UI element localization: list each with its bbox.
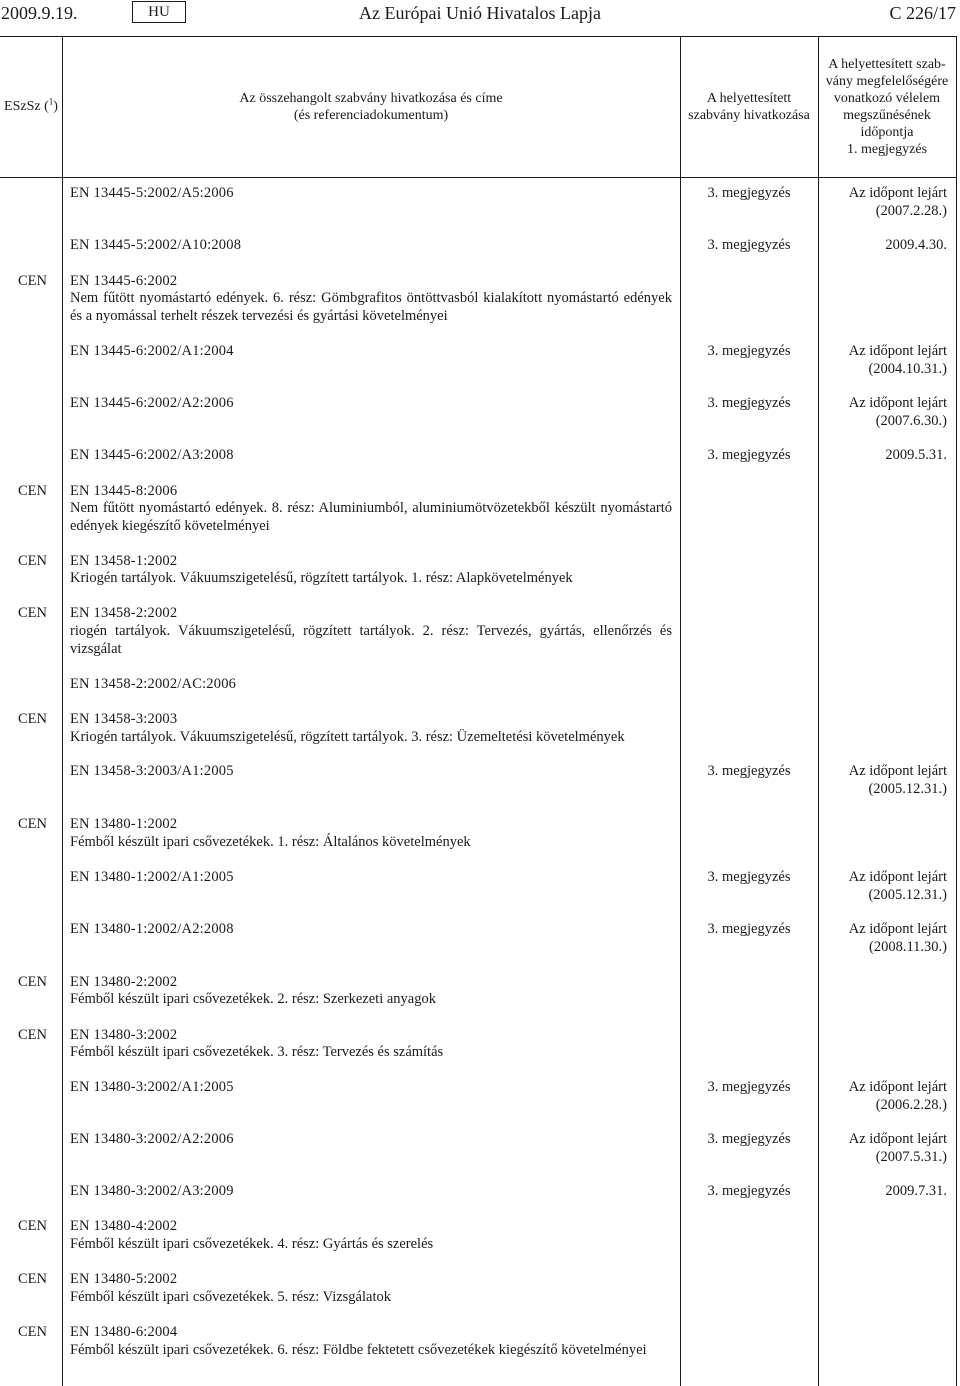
standard-title: Fémből készült ipari csővezetékek. 3. rész: Tervezés és számítás: [70, 1044, 444, 1060]
replaced-ref: 3. megjegyzés: [707, 763, 791, 779]
cessation-date: Az időpont lejárt (2005.12.31.): [848, 763, 947, 797]
replaced-ref: 3. megjegyzés: [707, 1183, 791, 1199]
standard-ref: EN 13480-3:2002: [70, 1027, 178, 1043]
cessation-date: 2009.4.30.: [885, 237, 947, 253]
org-code: CEN: [18, 273, 47, 289]
cessation-date: Az időpont lejárt (2006.2.28.): [848, 1079, 947, 1113]
replaced-ref: 3. megjegyzés: [707, 869, 791, 885]
org-code: CEN: [18, 1027, 47, 1043]
language-badge: HU: [132, 1, 186, 23]
org-code: CEN: [18, 974, 47, 990]
cessation-date: Az időpont lejárt (2004.10.31.): [848, 343, 947, 377]
column-divider: [680, 36, 681, 1386]
replaced-ref: 3. megjegyzés: [707, 185, 791, 201]
standard-ref: EN 13445-6:2002/A1:2004: [70, 343, 234, 359]
cessation-date: Az időpont lejárt (2007.6.30.): [848, 395, 947, 429]
replaced-ref: 3. megjegyzés: [707, 395, 791, 411]
column-header-cessation-date: A helyettesített szab- vány megfelelőségére vonatkozó vélelem megszűnésének időpontja 1. megjegyzés: [825, 56, 949, 157]
standard-title: Fémből készült ipari csővezetékek. 5. rész: Vizsgálatok: [70, 1289, 391, 1305]
standard-ref: EN 13458-3:2003: [70, 711, 178, 727]
org-code: CEN: [18, 1218, 47, 1234]
column-divider: [818, 36, 819, 1386]
standard-ref: EN 13458-1:2002: [70, 553, 178, 569]
replaced-ref: 3. megjegyzés: [707, 1079, 791, 1095]
standard-title: Fémből készült ipari csővezetékek. 4. rész: Gyártás és szerelés: [70, 1236, 434, 1252]
replaced-ref: 3. megjegyzés: [707, 343, 791, 359]
standard-ref: EN 13480-1:2002/A1:2005: [70, 869, 234, 885]
standard-title: Kriogén tartályok. Vákuumszigetelésű, rögzített tartályok. 3. rész: Üzemeltetési követelmények: [70, 729, 625, 745]
standard-ref: EN 13458-2:2002/AC:2006: [70, 676, 237, 692]
cessation-date: Az időpont lejárt (2007.5.31.): [848, 1131, 947, 1165]
journal-title: Az Európai Unió Hivatalos Lapja: [359, 3, 601, 23]
standard-ref: EN 13480-1:2002/A2:2008: [70, 921, 234, 937]
standard-ref: EN 13480-3:2002/A3:2009: [70, 1183, 234, 1199]
standard-ref: EN 13445-5:2002/A5:2006: [70, 185, 234, 201]
cessation-date: Az időpont lejárt (2005.12.31.): [848, 869, 947, 903]
standard-ref: EN 13480-4:2002: [70, 1218, 178, 1234]
standard-title: Kriogén tartályok. Vákuumszigetelésű, rögzített tartályok. 1. rész: Alapkövetelmények: [70, 570, 573, 586]
cessation-date: 2009.5.31.: [885, 447, 947, 463]
org-code: CEN: [18, 483, 47, 499]
standard-ref: EN 13480-5:2002: [70, 1271, 178, 1287]
publication-date: 2009.9.19.: [1, 3, 78, 23]
page-number: C 226/17: [889, 3, 956, 23]
standard-ref: EN 13445-6:2002: [70, 273, 178, 289]
standard-ref: EN 13480-6:2004: [70, 1324, 178, 1340]
standard-ref: EN 13458-2:2002: [70, 605, 178, 621]
header-bottom-rule: [0, 177, 957, 178]
replaced-ref: 3. megjegyzés: [707, 1131, 791, 1147]
standard-ref: EN 13445-6:2002/A3:2008: [70, 447, 234, 463]
column-header-replaced-ref: A helyettesített szabvány hivatkozása: [688, 90, 810, 123]
standard-ref: EN 13445-6:2002/A2:2006: [70, 395, 234, 411]
replaced-ref: 3. megjegyzés: [707, 237, 791, 253]
standard-title: Fémből készült ipari csővezetékek. 6. rész: Földbe fektetett csővezetékek kiegészítő követelményei: [70, 1342, 647, 1358]
standard-ref: EN 13445-8:2006: [70, 483, 178, 499]
standard-ref: EN 13480-1:2002: [70, 816, 178, 832]
standard-ref: EN 13445-5:2002/A10:2008: [70, 237, 242, 253]
org-code: CEN: [18, 711, 47, 727]
replaced-ref: 3. megjegyzés: [707, 921, 791, 937]
org-code: CEN: [18, 553, 47, 569]
standard-ref: EN 13458-3:2003/A1:2005: [70, 763, 234, 779]
cessation-date: Az időpont lejárt (2008.11.30.): [848, 921, 947, 955]
standard-ref: EN 13480-2:2002: [70, 974, 178, 990]
standard-title: Fémből készült ipari csővezetékek. 2. rész: Szerkezeti anyagok: [70, 991, 436, 1007]
column-header-standard: Az összehangolt szabvány hivatkozása és címe (és referenciadokumentum): [239, 90, 503, 123]
column-divider: [956, 36, 957, 1386]
standard-title: Nem fűtött nyomástartó edények. 6. rész: Gömbgrafitos öntöttvasból kialakított nyomástartó edények és a nyomással terhelt részek tervezési és gyártási követelményei: [70, 290, 672, 324]
org-code: CEN: [18, 1324, 47, 1340]
cessation-date: 2009.7.31.: [885, 1183, 947, 1199]
column-divider: [62, 36, 63, 1386]
cessation-date: Az időpont lejárt (2007.2.28.): [848, 185, 947, 219]
standard-ref: EN 13480-3:2002/A1:2005: [70, 1079, 234, 1095]
replaced-ref: 3. megjegyzés: [707, 447, 791, 463]
standard-title: riogén tartályok. Vákuumszigetelésű, rögzített tartályok. 2. rész: Tervezés, gyártás, ellenőrzés és vizsgálat: [70, 623, 672, 657]
standard-title: Fémből készült ipari csővezetékek. 1. rész: Általános követelmények: [70, 834, 471, 850]
standard-ref: EN 13480-3:2002/A2:2006: [70, 1131, 234, 1147]
org-code: CEN: [18, 816, 47, 832]
org-code: CEN: [18, 1271, 47, 1287]
standard-title: Nem fűtött nyomástartó edények. 8. rész: Aluminiumból, aluminiumötvözetekből készült nyomástartó edények kiegészítő követelményei: [70, 500, 672, 534]
column-header-org: ESzSz ($^1$): [4, 96, 58, 114]
org-code: CEN: [18, 605, 47, 621]
